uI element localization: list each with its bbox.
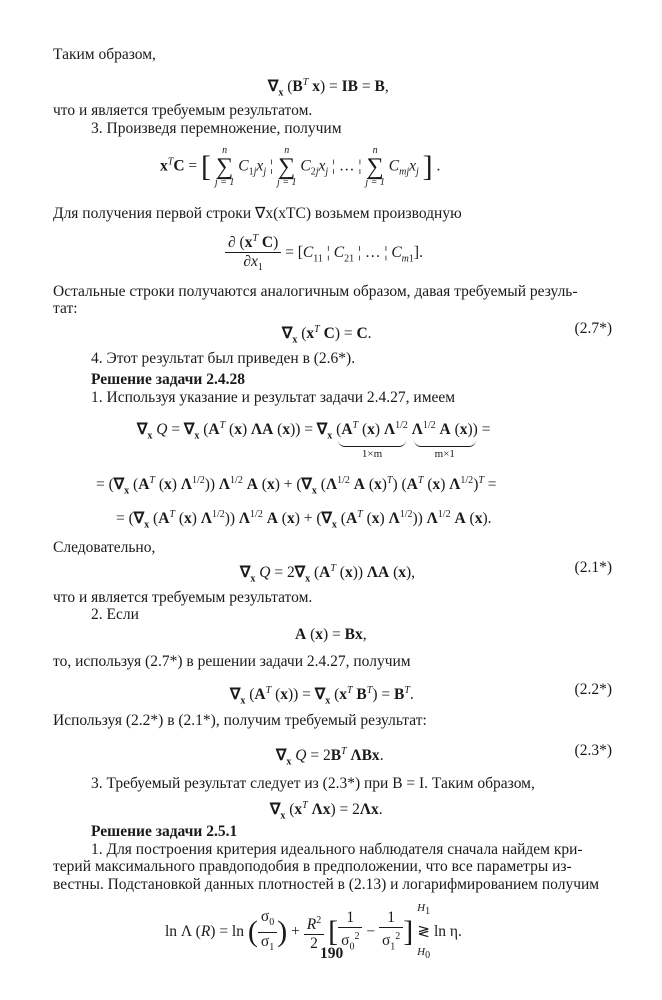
text-line: что и является требуемым результатом.	[53, 102, 313, 119]
equation: $\frac{\partial (x^T C)}{\partial x_1}$ = [$C_{11}$ ¦ $C_{21}$ ¦ … ¦ $C_{m1}$].	[225, 230, 423, 277]
text-line: тат:	[53, 300, 78, 317]
text-line: вестны. Подстановкой данных плотностей в (2.13) и логарифмированием получим	[53, 876, 600, 893]
underbrace-label: 1×m	[361, 448, 383, 461]
equation: = ($\nabla_x$ ($A^T$ (x) $\Lambda^{1/2}$)) $\Lambda^{1/2}$ A $(x) + (\nabla_x$ ($A^T$ (x) $\Lambda^{1/2}$)) $\Lambda^{1/2}$ A (x).	[116, 509, 492, 531]
equation-number: (2.1*)	[574, 559, 612, 576]
text-line: то, используя (2.7*) в решении задачи 2.4.27, получим	[53, 653, 411, 670]
text-line: Остальные строки получаются аналогичным образом, давая требуемый резуль-	[53, 283, 578, 300]
text-line: Для получения первой строки ∇x(xTC) возьмем производную	[53, 205, 462, 222]
equation-number: (2.7*)	[574, 320, 612, 337]
equation: $x^TC$ = [ n ∑ j = 1 $C_{1j}x_j$ ¦ n ∑ j = 1 $C_{2j}x_j$ ¦ … ¦ n ∑ j = 1 $C_{mj}x_j$ ] .	[160, 145, 441, 188]
equation: ln Λ (R) = ln ( $\frac{\sigma_0}{\sigma_1}$ ) + $\frac{R^2}{2}$ [ $\frac{1}{\sigma_0^2}$ − $\frac{1}{\sigma_1^2}$ ] $H_1$ ≷ $H_0$ ln η.	[165, 902, 462, 962]
text-line: что и является требуемым результатом.	[53, 589, 313, 606]
section-heading: Решение задачи 2.4.28	[91, 371, 245, 388]
equation: $\nabla_x$ $Q = \nabla_x$ ($A^T$ (x) ΛA $(x)) = \nabla_x$ ($A^T$ (x) $\Lambda^{1/2}$ 1×m $\Lambda^{1/2}$ A (x)) m×1 =	[137, 420, 491, 461]
equation: A (x) = Bx,	[295, 626, 367, 643]
text-line: 2. Если	[91, 606, 139, 623]
equation: $\nabla_x$ ($x^T$ Λx) = 2Λx.	[270, 800, 383, 822]
text-line: 3. Произведя перемножение, получим	[91, 120, 342, 137]
text-line: 3. Требуемый результат следует из (2.3*) при B = I. Таким образом,	[91, 775, 535, 792]
equation: $\nabla_x$ ($x^T$ C) = C.	[282, 324, 372, 346]
text-line: Таким образом,	[53, 46, 156, 63]
equation: = ($\nabla_x$ ($A^T$ (x) $\Lambda^{1/2}$)) $\Lambda^{1/2}$ A $(x) + (\nabla_x$ ($\Lambda^{1/2}$ A $(x)^T$) ($A^T$ (x) $\Lambda^{1/2})^T$ =	[96, 475, 497, 497]
equation: $\nabla_x$ ($A^T$ $(x)) = \nabla_x$ ($x^T$ $B^T) = B^T$.	[230, 685, 414, 707]
equation: $\nabla_x$ $Q = 2\nabla_x$ ($A^T$ (x)) ΛA (x),	[240, 563, 416, 585]
equation: $\nabla_x$ ($B^T$ x) = IB = B,	[268, 77, 389, 99]
text-line: Следовательно,	[53, 539, 156, 556]
section-heading: Решение задачи 2.5.1	[91, 823, 238, 840]
text-line: 4. Этот результат был приведен в (2.6*).	[91, 350, 356, 367]
text-line: 1. Для построения критерия идеального наблюдателя сначала найдем кри-	[91, 841, 583, 858]
text-line: Используя (2.2*) в (2.1*), получим требуемый результат:	[53, 712, 427, 729]
equation-number: (2.2*)	[574, 681, 612, 698]
text-line: терий максимального правдоподобия в предположении, что все параметры из-	[53, 858, 572, 875]
equation-number: (2.3*)	[574, 742, 612, 759]
equation: $\nabla_x$ $Q = 2B^T$ ΛBx.	[276, 746, 384, 768]
text-line: 1. Используя указание и результат задачи 2.4.27, имеем	[91, 389, 456, 406]
underbrace-label: m×1	[434, 448, 455, 461]
page-number: 190	[320, 945, 344, 962]
